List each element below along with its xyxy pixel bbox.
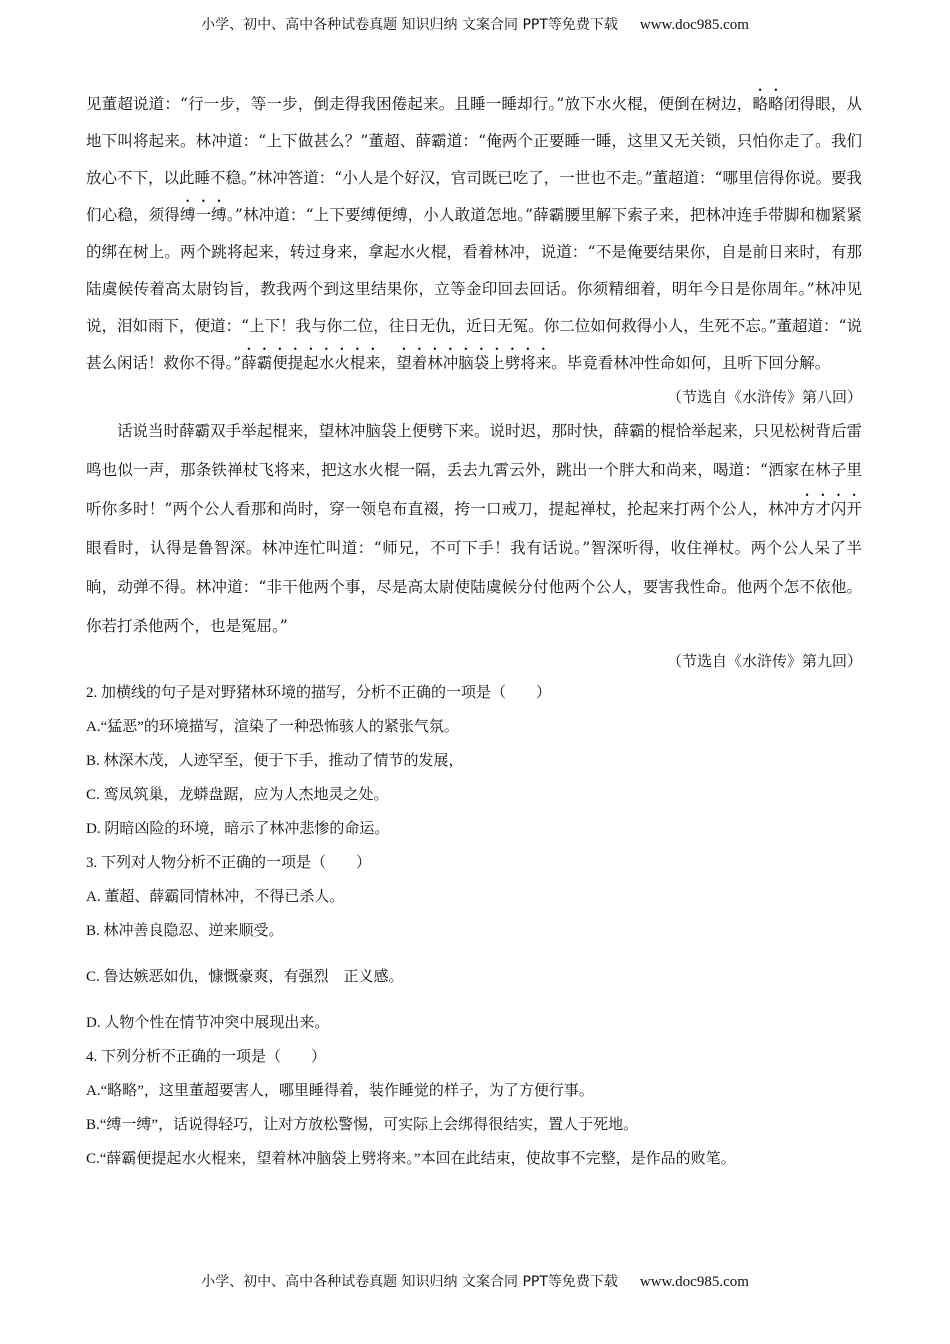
passage-2 xyxy=(86,412,862,646)
passage-1-text: 闭得眼，从地下叫将起来。林冲道：“上下做甚么？”董超、薛霸道：“俺两个正要睡一睡，这里又无关锁，只怕你走了。我们放心不下，以此睡不稳。”林冲答道：“小人是个好汉，官司既已吃了，一世也不走。”董超道：“哪里信得你说。要我们心稳，须得 xyxy=(86,95,862,224)
question-4 xyxy=(86,1040,862,1176)
option-d: D. 阴暗凶险的环境，暗示了林冲悲惨的命运。 xyxy=(86,821,390,837)
header-site-link[interactable]: www.doc985.com xyxy=(639,17,749,33)
option-a: A. 董超、薛霸同情林冲，不得已杀人。 xyxy=(86,889,345,905)
option-a: A.“猛恶”的环境描写，渲染了一种恐怖骇人的紧张气氛。 xyxy=(86,719,459,735)
header-text: 小学、初中、高中各种试卷真题 知识归纳 文案合同 PPT等免费下载 xyxy=(201,17,618,33)
passage-1 xyxy=(86,86,862,382)
page-footer xyxy=(0,1271,950,1291)
question-stem: 2. 加横线的句子是对野猪林环境的描写，分析不正确的一项是（ ） xyxy=(86,685,552,701)
question-2 xyxy=(86,676,862,846)
footer-site-link[interactable]: www.doc985.com xyxy=(639,1274,749,1290)
emphasis-fangcaishankai: 方才闪开 xyxy=(799,500,862,518)
passage-2-text: 眼看时，认得是鲁智深。林冲连忙叫道：“师兄，不可下手！我有话说。”智深听得，收住禅杖。两个公人呆了半晌，动弹不得。林冲道：“非干他两个事，尽是高太尉使陆虞候分付他两个公人，要害我性命。他两个怎不依他。你若打杀他两个，也是冤屈。” xyxy=(86,539,862,635)
passage-1-text: 毕竟看林冲性命如何，且听下回分解。 xyxy=(566,354,831,372)
option-c: C. 鸾凤筑巢，龙蟒盘踞，应为人杰地灵之处。 xyxy=(86,787,389,803)
option-d: D. 人物个性在情节冲突中展现出来。 xyxy=(86,1015,330,1031)
footer-text: 小学、初中、高中各种试卷真题 知识归纳 文案合同 PPT等免费下载 xyxy=(201,1274,618,1290)
emphasis-lvele: 略略 xyxy=(752,95,784,113)
option-c: C. 鲁达嫉恶如仇，慷慨豪爽，有强烈 正义感。 xyxy=(86,969,404,985)
option-c: C.“薛霸便提起水火棍来，望着林冲脑袋上劈将来。”本回在此结束，使故事不完整，是作品的败笔。 xyxy=(86,1151,736,1167)
passage-1-source: （节选自《水浒传》第八回） xyxy=(666,388,862,406)
question-stem: 3. 下列对人物分析不正确的一项是（ ） xyxy=(86,855,372,871)
question-stem: 4. 下列分析不正确的一项是（ ） xyxy=(86,1049,327,1065)
question-3 xyxy=(86,846,862,1040)
option-b: B.“缚一缚”，话说得轻巧，让对方放松警惕，可实际上会绑得很结实，置人于死地。 xyxy=(86,1117,639,1133)
emphasis-fuyifu: 缚一缚 xyxy=(179,206,227,224)
emphasis-sentence: 薛霸便提起水火棍来，望着林冲脑袋上劈将来。 xyxy=(241,354,567,372)
option-b: B. 林深木茂，人迹罕至，便于下手，推动了情节的发展， xyxy=(86,753,464,769)
page-header xyxy=(0,14,950,34)
document-body xyxy=(86,86,862,1176)
option-a: A.“略略”，这里董超要害人，哪里睡得着，装作睡觉的样子，为了方便行事。 xyxy=(86,1083,594,1099)
passage-2-text: 话说当时薛霸双手举起棍来，望林冲脑袋上便劈下来。说时迟，那时快，薛霸的棍恰举起来，只见松树背后雷鸣也似一声，那条铁禅杖飞将来，把这水火棍一隔，丢去九霄云外，跳出一个胖大和尚来，喝道：“洒家在林子里听你多时！”两个公人看那和尚时，穿一领皂布直裰，挎一口戒刀，提起禅杖，抡起来打两个公人，林冲 xyxy=(86,422,862,518)
passage-1-text: 见董超说道：“行一步，等一步，倒走得我困倦起来。且睡一睡却行。”放下水火棍，便倒在树边， xyxy=(86,95,753,113)
option-b: B. 林冲善良隐忍、逆来顺受。 xyxy=(86,923,284,939)
passage-1-text: 。”林冲道：“上下要缚便缚，小人敢道怎地。”薛霸腰里解下索子来，把林冲连手带脚和枷紧紧的绑在树上。两个跳将起来，转过身来，拿起水火棍，看着林冲，说道：“不是俺要结果你，自是前日来时，有那陆虞候传着高太尉钧旨，教我两个到这里结果你，立等金印回去回话。你须精细着，明年今日是你周年。”林冲见说，泪如雨下，便道：“上下！我与你二位，往日无仇，近日无冤。你二位如何救得小人，生死不忘。”董超道：“说甚么闲话！救你不得。” xyxy=(86,206,862,372)
passage-2-source: （节选自《水浒传》第九回） xyxy=(666,652,862,670)
